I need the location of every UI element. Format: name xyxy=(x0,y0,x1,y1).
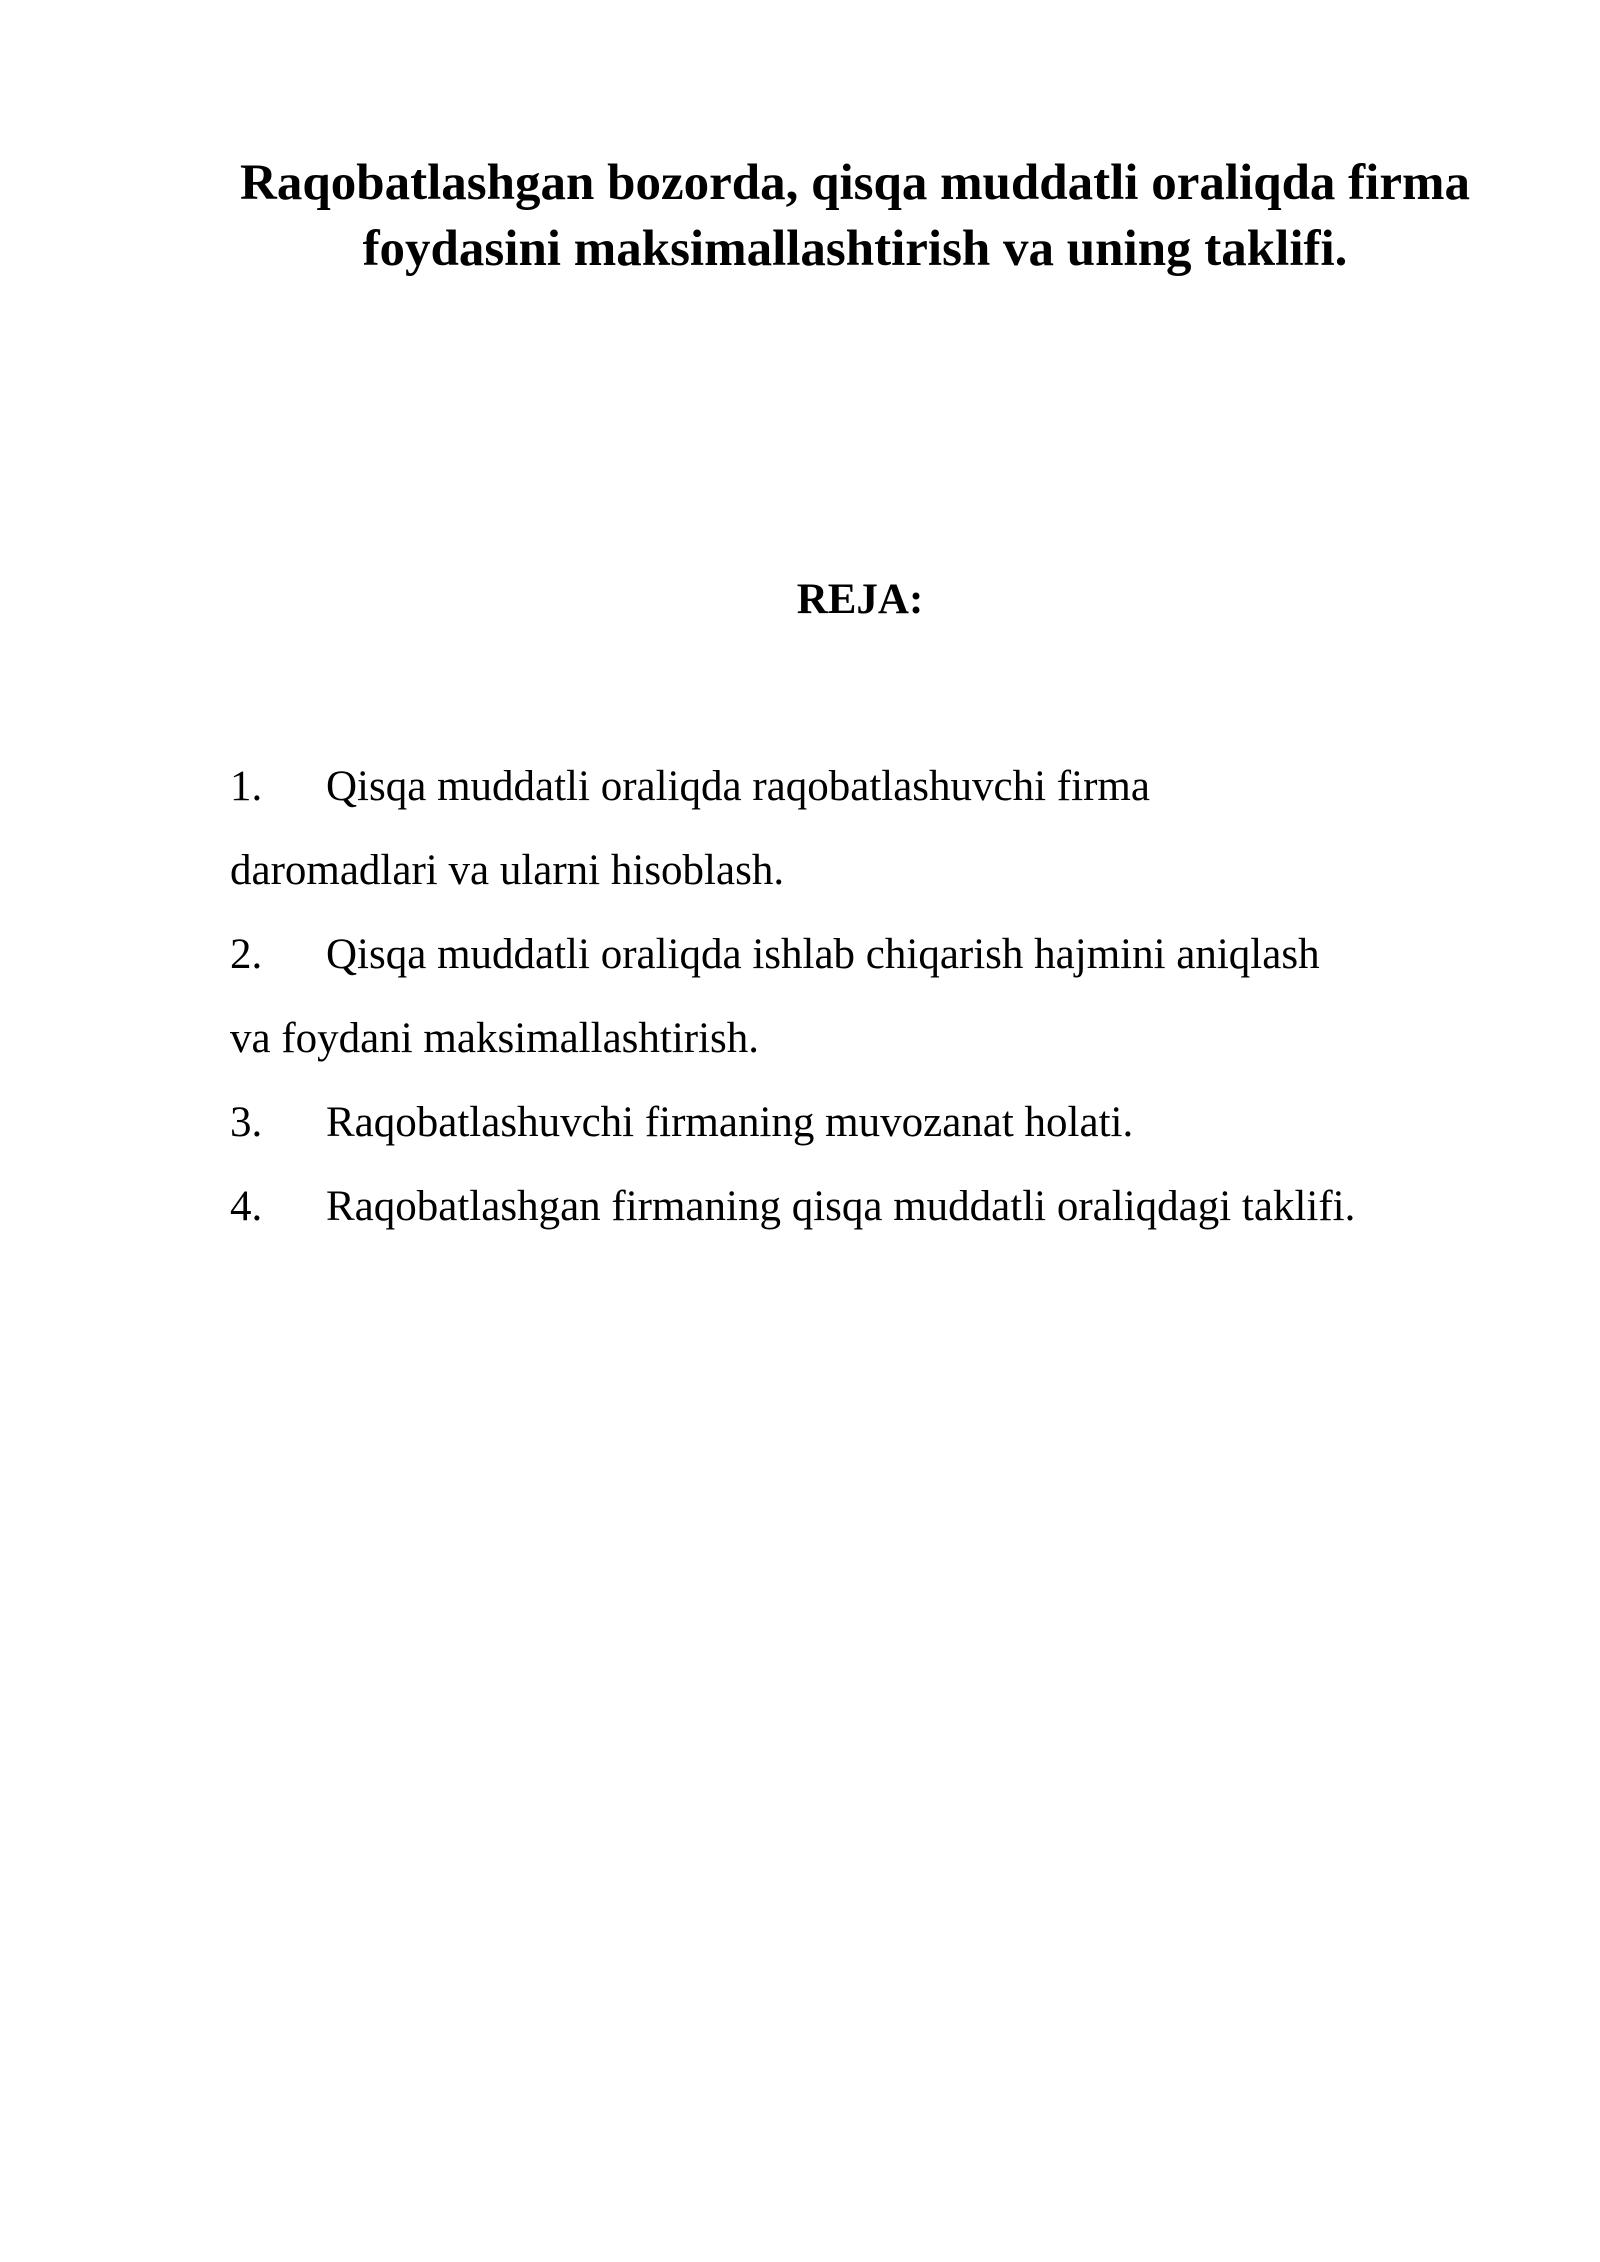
plan-item-1-line-1 xyxy=(230,745,1530,829)
plan-item-2-line-1 xyxy=(230,913,1530,997)
plan-list xyxy=(230,745,1530,1249)
section-heading: REJA: xyxy=(796,576,924,623)
plan-item-text: Qisqa muddatli oraliqda raqobatlashuvchi firma xyxy=(326,763,1150,810)
plan-item-number: 1. xyxy=(230,763,263,810)
plan-item-text: daromadlari va ularni hisoblash. xyxy=(230,847,785,894)
plan-item-2-line-2 xyxy=(230,997,1530,1081)
plan-item-3 xyxy=(230,1081,1530,1165)
document-title: Raqobatlashgan bozorda, qisqa muddatli oraliqda firma foydasini maksimallashtirish va uning taklifi. xyxy=(240,155,1470,277)
plan-item-number: 3. xyxy=(230,1099,263,1146)
plan-item-text: va foydani maksimallashtirish. xyxy=(230,1015,760,1062)
plan-item-text: Raqobatlashgan firmaning qisqa muddatli oraliqdagi taklifi. xyxy=(326,1183,1356,1230)
plan-item-number: 4. xyxy=(230,1183,263,1230)
plan-item-4 xyxy=(230,1165,1530,1249)
plan-item-1-line-2 xyxy=(230,829,1530,913)
plan-item-number: 2. xyxy=(230,931,263,978)
plan-item-text: Raqobatlashuvchi firmaning muvozanat holati. xyxy=(326,1099,1134,1146)
plan-item-text: Qisqa muddatli oraliqda ishlab chiqarish hajmini aniqlash xyxy=(326,931,1320,978)
